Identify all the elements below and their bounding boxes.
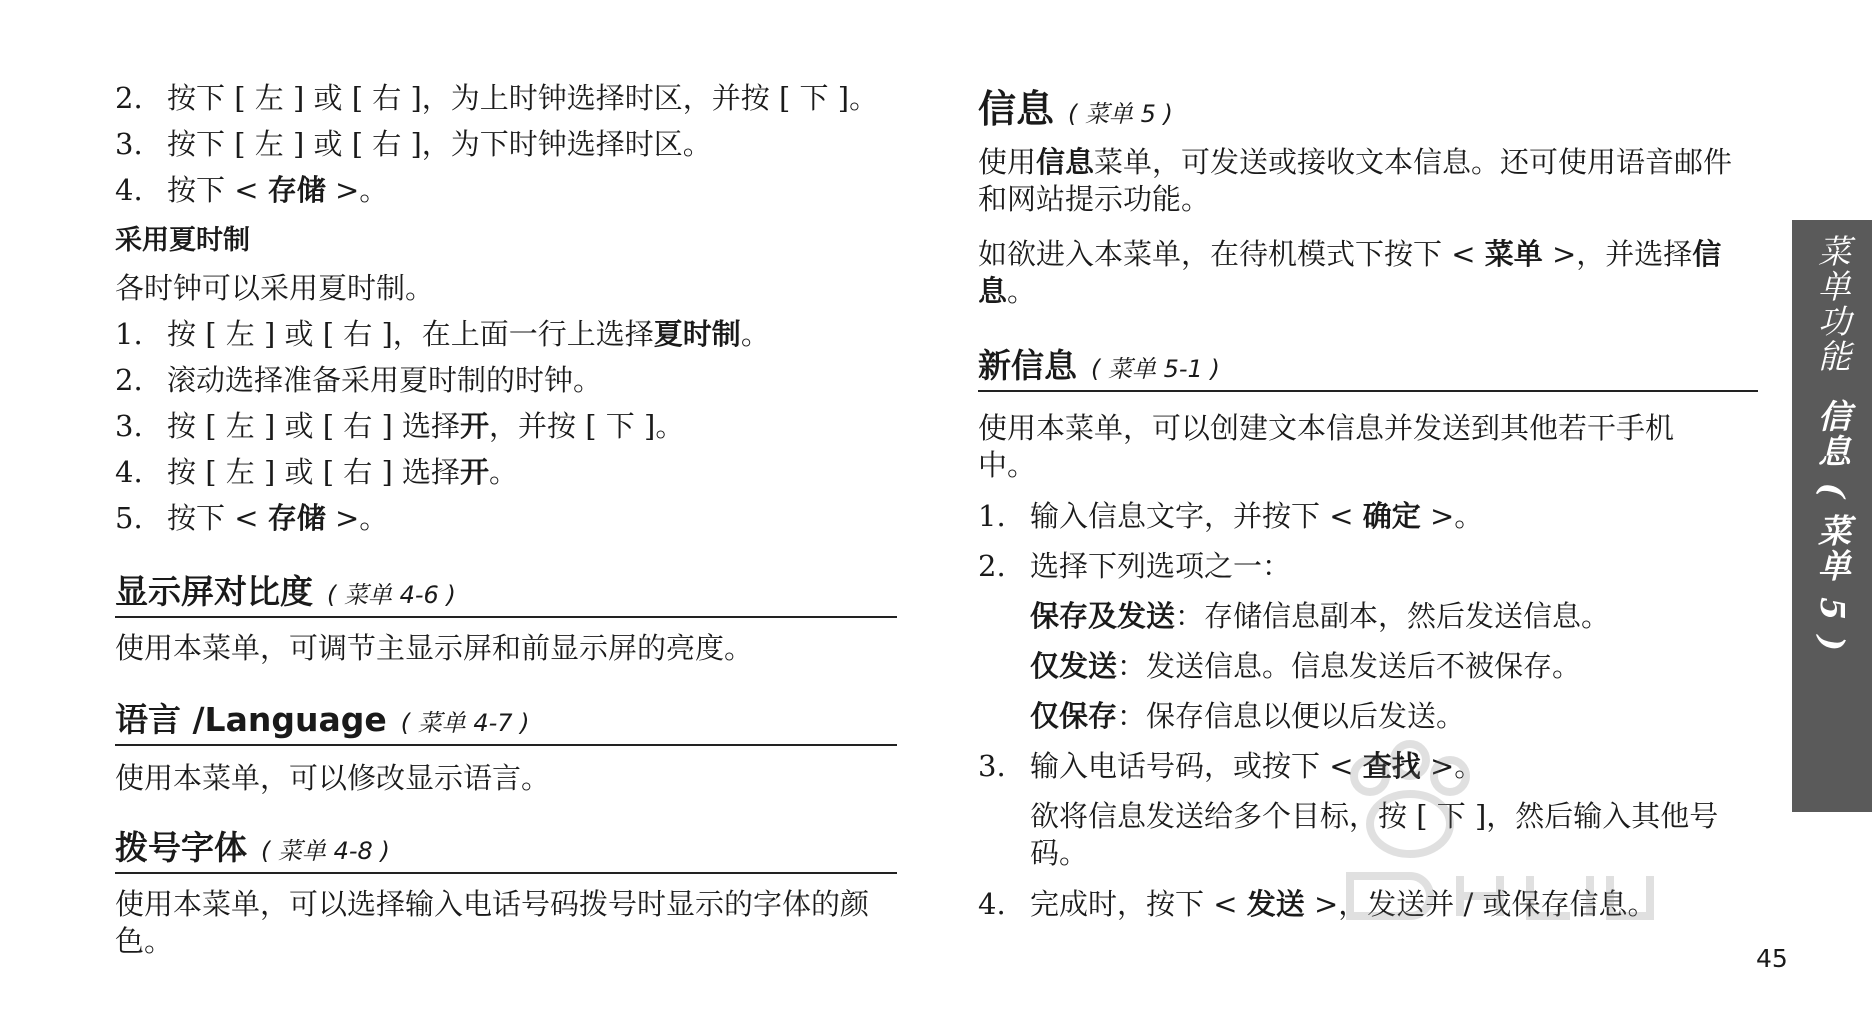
contrast-description: 使用本菜单，可调节主显示屏和前显示屏的亮度。 <box>115 631 754 665</box>
step3-note: 欲将信息发送给多个目标，按 [ 下 ]，然后输入其他号码。 <box>1030 799 1719 870</box>
language-description: 使用本菜单，可以修改显示语言。 <box>115 761 551 795</box>
new-message-description: 使用本菜单，可以创建文本信息并发送到其他若干手机中。 <box>978 411 1675 482</box>
page-number: 45 <box>1756 944 1788 973</box>
section-heading-contrast: 显示屏对比度 ( 菜单 4-6 ) <box>115 572 897 618</box>
option-item: 仅保存：保存信息以便以后发送。 <box>1030 699 1466 733</box>
chapter-side-tab <box>1792 220 1872 812</box>
dst-subheading: 采用夏时制 <box>115 225 250 256</box>
side-tab-section: 信息 ( 菜单 5 ) <box>1813 398 1852 654</box>
section-heading-new-message: 新信息 ( 菜单 5-1 ) <box>978 346 1758 392</box>
messages-enter-description: 如欲进入本菜单，在待机模式下按下 < 菜单 >，并选择信息。 <box>978 237 1722 308</box>
font-description: 使用本菜单，可以选择输入电话号码拨号时显示的字体的颜色。 <box>115 887 870 958</box>
dst-description: 各时钟可以采用夏时制。 <box>115 271 435 305</box>
option-item: 保存及发送：存储信息副本，然后发送信息。 <box>1030 599 1611 633</box>
side-tab-chapter: 菜单功能 <box>1813 234 1852 374</box>
section-heading-language: 语言 /Language ( 菜单 4-7 ) <box>115 700 897 746</box>
watermark-logo <box>1310 736 1750 936</box>
option-item: 仅发送：发送信息。信息发送后不被保存。 <box>1030 649 1582 683</box>
section-heading-font: 拨号字体 ( 菜单 4-8 ) <box>115 828 897 874</box>
section-heading-messages: 信息 ( 菜单 5 ) <box>978 87 1173 131</box>
messages-description: 使用信息菜单，可发送或接收文本信息。还可使用语音邮件和网站提示功能。 <box>978 145 1733 216</box>
